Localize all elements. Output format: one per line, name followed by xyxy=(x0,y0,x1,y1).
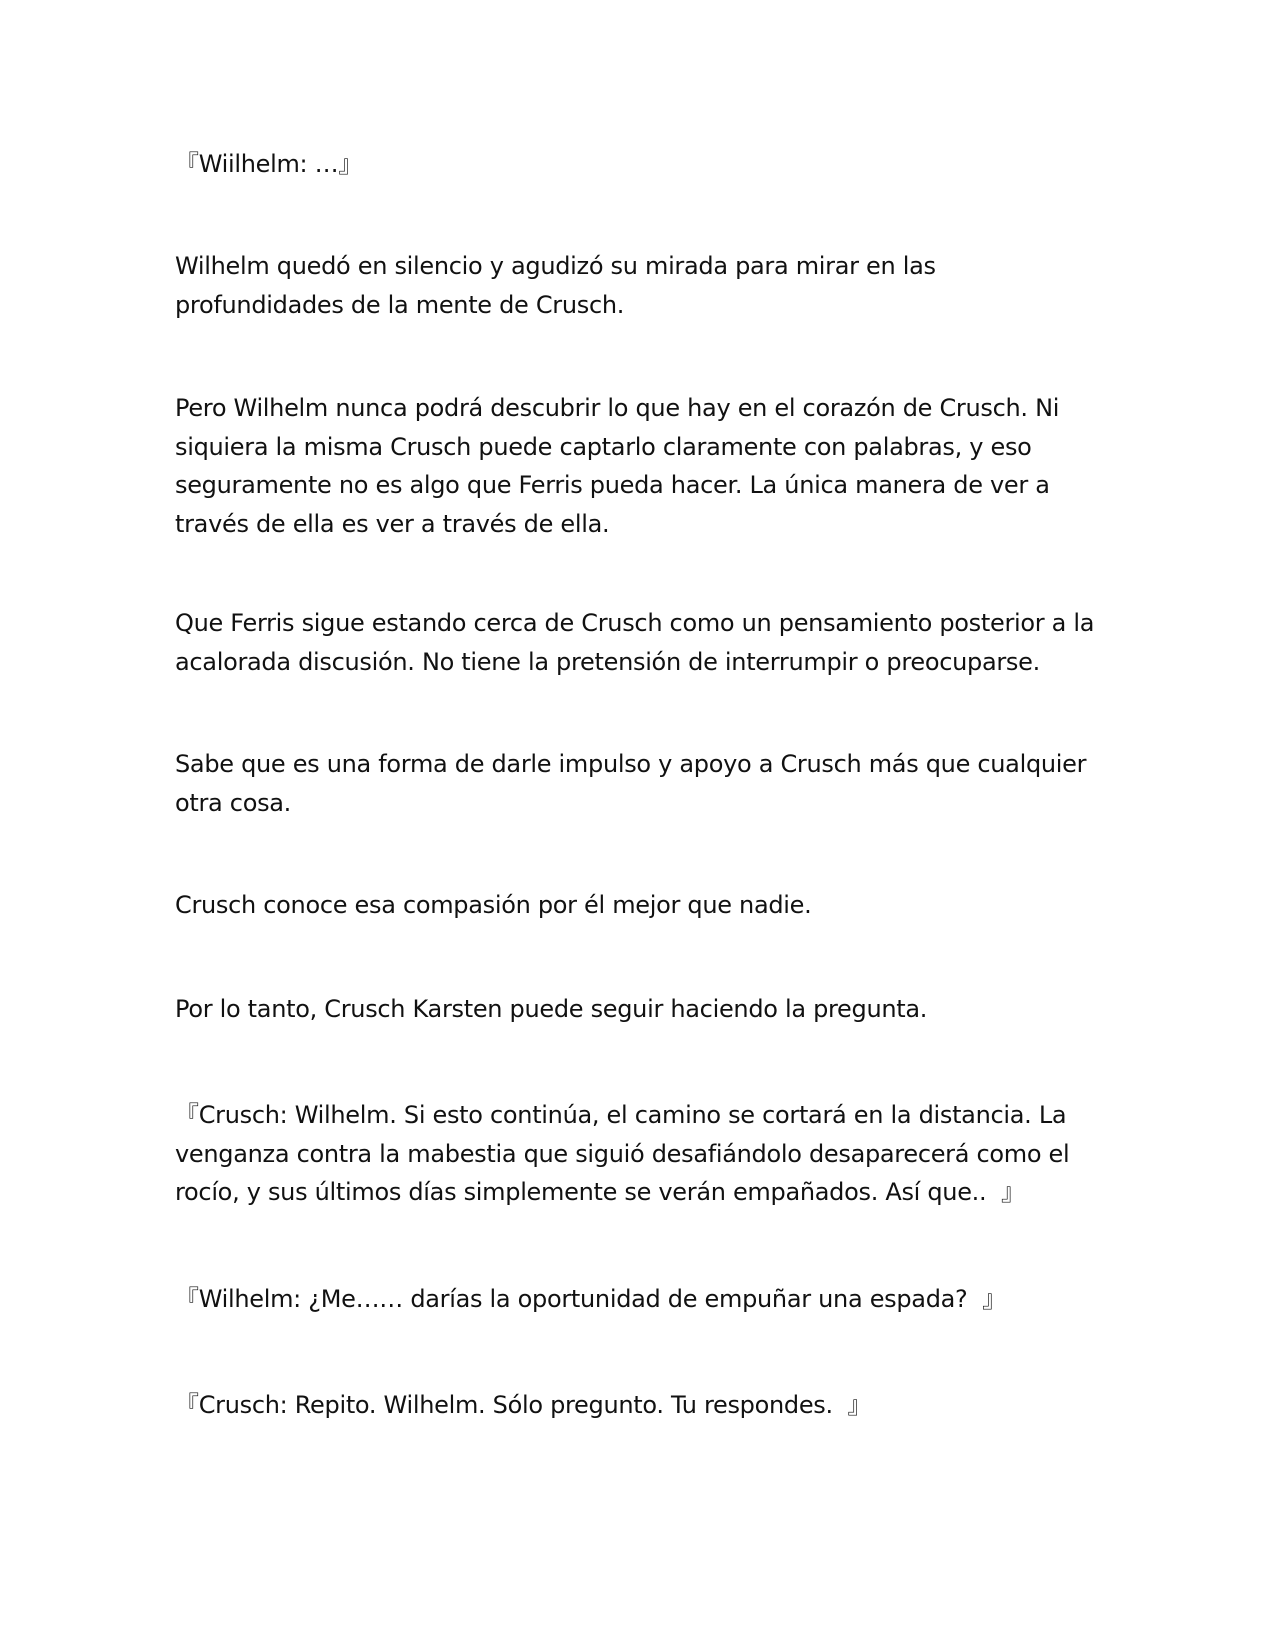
paragraph-dialogue-crusch-2: 『Crusch: Repito. Wilhelm. Sólo pregunto. Tu respondes. 』 xyxy=(175,1391,872,1419)
paragraph-narration-4: Sabe que es una forma de darle impulso y apoyo a Crusch más que cualquier otra cosa. xyxy=(175,750,1094,817)
paragraph-dialogue-wilhelm-2: 『Wilhelm: ¿Me…… darías la oportunidad de empuñar una espada? 』 xyxy=(175,1285,1006,1313)
paragraph-dialogue-crusch-1: 『Crusch: Wilhelm. Si esto continúa, el camino se cortará en la distancia. La venganza contra la mabestia que siguió desafiándolo desaparecerá como el rocío, y sus últimos días simplemente se verán empañados. Así que.. 』 xyxy=(175,1101,1077,1206)
paragraph-narration-3: Que Ferris sigue estando cerca de Crusch como un pensamiento posterior a la acalorada discusión. No tiene la pretensión de interrumpir o preocuparse. xyxy=(175,609,1102,676)
paragraph-narration-2: Pero Wilhelm nunca podrá descubrir lo que hay en el corazón de Crusch. Ni siquiera la misma Crusch puede captarlo claramente con palabras, y eso seguramente no es algo que Ferris pueda hacer. La única manera de ver a través de ella es ver a través de ella. xyxy=(175,394,1067,538)
paragraph-narration-6: Por lo tanto, Crusch Karsten puede seguir haciendo la pregunta. xyxy=(175,995,928,1023)
paragraph-narration-5: Crusch conoce esa compasión por él mejor que nadie. xyxy=(175,891,812,919)
paragraph-narration-1: Wilhelm quedó en silencio y agudizó su mirada para mirar en las profundidades de la mente de Crusch. xyxy=(175,252,944,319)
paragraph-dialogue-wilhelm-silence: 『Wiilhelm: …』 xyxy=(175,150,363,178)
